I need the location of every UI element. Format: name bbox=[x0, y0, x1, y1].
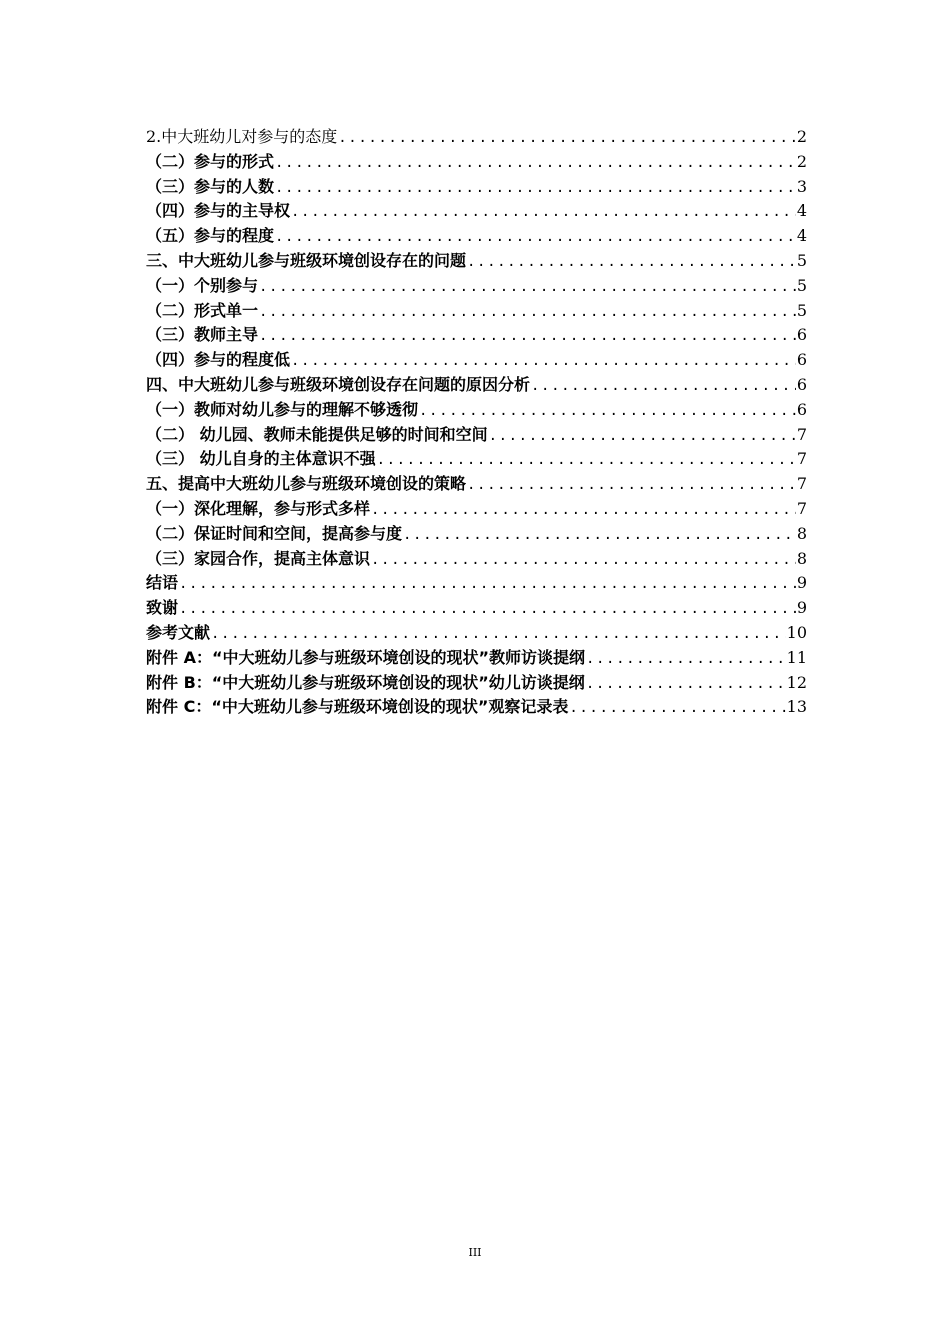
toc-entry-title: （三）教师主导 bbox=[146, 325, 259, 345]
toc-entry[interactable] bbox=[146, 175, 807, 200]
toc-dot-leader bbox=[467, 250, 796, 275]
toc-dot-leader bbox=[586, 647, 786, 672]
toc-entry-page-number: 7 bbox=[796, 498, 807, 518]
toc-entry-title: 附件 C：“中大班幼儿参与班级环境创设的现状”观察记录表 bbox=[146, 697, 569, 717]
toc-entry-title: （四）参与的主导权 bbox=[146, 201, 291, 221]
toc-entry[interactable] bbox=[146, 646, 807, 671]
toc-entry[interactable] bbox=[146, 596, 807, 621]
toc-entry[interactable] bbox=[146, 571, 807, 596]
toc-dot-leader bbox=[338, 126, 796, 151]
toc-entry-page-number: 13 bbox=[786, 697, 807, 717]
toc-entry-page-number: 7 bbox=[796, 449, 807, 469]
toc-dot-leader bbox=[275, 151, 796, 176]
toc-entry-page-number: 5 bbox=[796, 275, 807, 295]
toc-entry[interactable] bbox=[146, 150, 807, 175]
toc-entry[interactable] bbox=[146, 323, 807, 348]
toc-entry[interactable] bbox=[146, 621, 807, 646]
toc-entry-page-number: 6 bbox=[796, 350, 807, 370]
toc-entry[interactable] bbox=[146, 348, 807, 373]
toc-entry-page-number: 3 bbox=[796, 176, 807, 196]
toc-entry[interactable] bbox=[146, 398, 807, 423]
toc-dot-leader bbox=[291, 200, 796, 225]
toc-dot-leader bbox=[531, 374, 796, 399]
toc-entry-page-number: 6 bbox=[796, 325, 807, 345]
toc-entry-page-number: 2 bbox=[796, 151, 807, 171]
toc-dot-leader bbox=[291, 349, 796, 374]
toc-dot-leader bbox=[403, 523, 796, 548]
toc-entry-title: 附件 B：“中大班幼儿参与班级环境创设的现状”幼儿访谈提纲 bbox=[146, 672, 585, 692]
toc-entry-page-number: 5 bbox=[796, 300, 807, 320]
toc-entry-title: （二） 幼儿园、教师未能提供足够的时间和空间 bbox=[146, 424, 488, 444]
toc-entry[interactable] bbox=[146, 274, 807, 299]
toc-entry-page-number: 6 bbox=[796, 399, 807, 419]
toc-entry-page-number: 8 bbox=[796, 523, 807, 543]
toc-entry[interactable] bbox=[146, 299, 807, 324]
toc-entry-page-number: 10 bbox=[786, 622, 807, 642]
toc-entry-page-number: 4 bbox=[796, 201, 807, 221]
toc-entry-title: 参考文献 bbox=[146, 622, 211, 642]
toc-entry-title: （三）参与的人数 bbox=[146, 176, 275, 196]
toc-dot-leader bbox=[275, 225, 796, 250]
toc-entry-page-number: 11 bbox=[786, 647, 807, 667]
toc-entry-page-number: 7 bbox=[796, 424, 807, 444]
toc-entry-page-number: 12 bbox=[786, 672, 807, 692]
toc-entry[interactable] bbox=[146, 671, 807, 696]
toc-dot-leader bbox=[419, 399, 796, 424]
toc-dot-leader bbox=[569, 696, 785, 721]
toc-dot-leader bbox=[371, 498, 796, 523]
toc-entry[interactable] bbox=[146, 472, 807, 497]
toc-dot-leader bbox=[489, 424, 796, 449]
toc-entry-title: 三、中大班幼儿参与班级环境创设存在的问题 bbox=[146, 250, 467, 270]
toc-entry-title: （二）保证时间和空间，提高参与度 bbox=[146, 523, 403, 543]
toc-entry[interactable] bbox=[146, 695, 807, 720]
toc-entry[interactable] bbox=[146, 199, 807, 224]
toc-entry[interactable] bbox=[146, 125, 807, 150]
toc-dot-leader bbox=[179, 597, 796, 622]
toc-dot-leader bbox=[371, 548, 796, 573]
toc-entry-title: （二）参与的形式 bbox=[146, 151, 275, 171]
toc-dot-leader bbox=[259, 324, 796, 349]
toc-dot-leader bbox=[259, 275, 796, 300]
toc-entry[interactable] bbox=[146, 547, 807, 572]
toc-entry-title: （三） 幼儿自身的主体意识不强 bbox=[146, 449, 376, 469]
toc-entry-page-number: 8 bbox=[796, 548, 807, 568]
toc-dot-leader bbox=[467, 473, 796, 498]
toc-entry-title: （一）深化理解，参与形式多样 bbox=[146, 498, 371, 518]
toc-entry-page-number: 5 bbox=[796, 250, 807, 270]
toc-dot-leader bbox=[275, 176, 796, 201]
toc-entry-title: （四）参与的程度低 bbox=[146, 350, 291, 370]
toc-entry[interactable] bbox=[146, 224, 807, 249]
toc-entry-title: 附件 A：“中大班幼儿参与班级环境创设的现状”教师访谈提纲 bbox=[146, 647, 585, 667]
toc-entry-title: 致谢 bbox=[146, 598, 179, 618]
toc-entry-title: 五、提高中大班幼儿参与班级环境创设的策略 bbox=[146, 474, 467, 494]
toc-entry-title: （二）形式单一 bbox=[146, 300, 259, 320]
table-of-contents bbox=[146, 125, 807, 720]
toc-entry[interactable] bbox=[146, 249, 807, 274]
toc-entry-page-number: 9 bbox=[796, 573, 807, 593]
toc-entry-page-number: 4 bbox=[796, 226, 807, 246]
toc-entry-title: （五）参与的程度 bbox=[146, 226, 275, 246]
toc-entry[interactable] bbox=[146, 497, 807, 522]
toc-entry-title: 四、中大班幼儿参与班级环境创设存在问题的原因分析 bbox=[146, 374, 531, 394]
toc-dot-leader bbox=[586, 672, 786, 697]
toc-dot-leader bbox=[377, 448, 796, 473]
toc-entry-page-number: 7 bbox=[796, 474, 807, 494]
toc-entry-title: （一）个别参与 bbox=[146, 275, 259, 295]
toc-entry[interactable] bbox=[146, 373, 807, 398]
toc-entry[interactable] bbox=[146, 423, 807, 448]
toc-entry[interactable] bbox=[146, 447, 807, 472]
toc-entry-title: 结语 bbox=[146, 573, 179, 593]
toc-entry-title: （三）家园合作，提高主体意识 bbox=[146, 548, 371, 568]
toc-entry[interactable] bbox=[146, 522, 807, 547]
toc-entry-page-number: 6 bbox=[796, 374, 807, 394]
toc-dot-leader bbox=[211, 622, 786, 647]
toc-entry-title: （一）教师对幼儿参与的理解不够透彻 bbox=[146, 399, 419, 419]
page-number: III bbox=[468, 1246, 482, 1259]
toc-entry-title: 2.中大班幼儿对参与的态度 bbox=[146, 127, 338, 146]
toc-entry-page-number: 2 bbox=[796, 127, 807, 146]
toc-dot-leader bbox=[259, 300, 796, 325]
toc-entry-page-number: 9 bbox=[796, 598, 807, 618]
toc-dot-leader bbox=[179, 572, 796, 597]
